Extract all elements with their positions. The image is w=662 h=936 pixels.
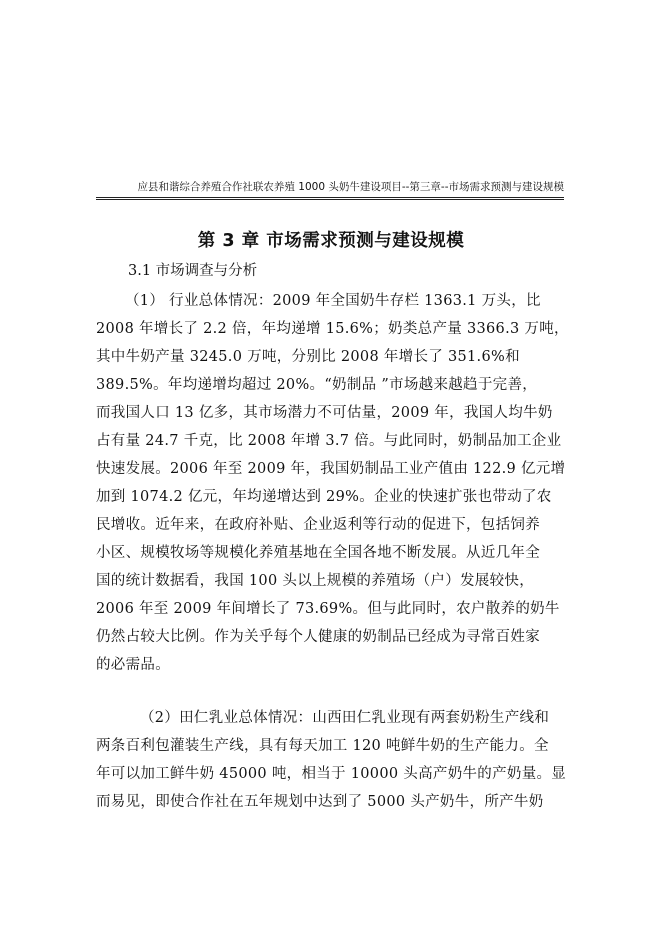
chapter-title: 第 3 章 市场需求预测与建设规模 (197, 231, 465, 251)
header-rule-bottom (96, 199, 564, 200)
paragraph-line: （2）田仁乳业总体情况：山西田仁乳业现有两套奶粉生产线和 (140, 710, 550, 726)
paragraph-line: 加到 1074.2 亿元，年均递增达到 29%。企业的快速扩张也带动了农 (96, 489, 552, 505)
header-rule-top (96, 197, 564, 198)
paragraph-line: 其中牛奶产量 3245.0 万吨，分别比 2008 年增长了 351.6%和 (96, 349, 520, 365)
paragraph-line: 占有量 24.7 千克，比 2008 年增 3.7 倍。与此同时，奶制品加工企业 (96, 433, 562, 449)
paragraph-line: 2006 年至 2009 年间增长了 73.69%。但与此同时，农户散养的奶牛 (96, 601, 560, 617)
paragraph-line: 年可以加工鲜牛奶 45000 吨，相当于 10000 头高产奶牛的产奶量。显 (96, 766, 567, 782)
paragraph-line: 2008 年增长了 2.2 倍，年均递增 15.6%；奶类总产量 3366.3 万吨， (96, 321, 569, 337)
paragraph-line: 仍然占较大比例。作为关乎每个人健康的奶制品已经成为寻常百姓家 (96, 629, 540, 645)
paragraph-line: 的必需品。 (96, 657, 170, 673)
running-header: 应县和谐综合养殖合作社联农养殖 1000 头奶牛建设项目--第三章--市场需求预测与建设规模 (137, 181, 564, 193)
paragraph-line: 快速发展。2006 年至 2009 年，我国奶制品工业产值由 122.9 亿元增 (96, 461, 566, 477)
paragraph-line: 而易见，即使合作社在五年规划中达到了 5000 头产奶牛，所产牛奶 (96, 794, 544, 810)
paragraph-line: 国的统计数据看，我国 100 头以上规模的养殖场（户）发展较快， (96, 573, 534, 589)
paragraph-line: 民增收。近年来，在政府补贴、企业返利等行动的促进下，包括饲养 (96, 517, 540, 533)
paragraph-line: 小区、规模牧场等规模化养殖基地在全国各地不断发展。从近几年全 (96, 545, 540, 561)
paragraph-line: 389.5%。年均递增均超过 20%。“奶制品 ”市场越来越趋于完善， (96, 377, 538, 393)
paragraph-line: 两条百利包灌装生产线，具有每天加工 120 吨鲜牛奶的生产能力。全 (96, 738, 549, 754)
paragraph-line: （1） 行业总体情况：2009 年全国奶牛存栏 1363.1 万头，比 (125, 293, 541, 309)
section-heading: 3.1 市场调查与分析 (128, 263, 258, 279)
paragraph-line: 而我国人口 13 亿多，其市场潜力不可估量，2009 年，我国人均牛奶 (96, 405, 553, 421)
